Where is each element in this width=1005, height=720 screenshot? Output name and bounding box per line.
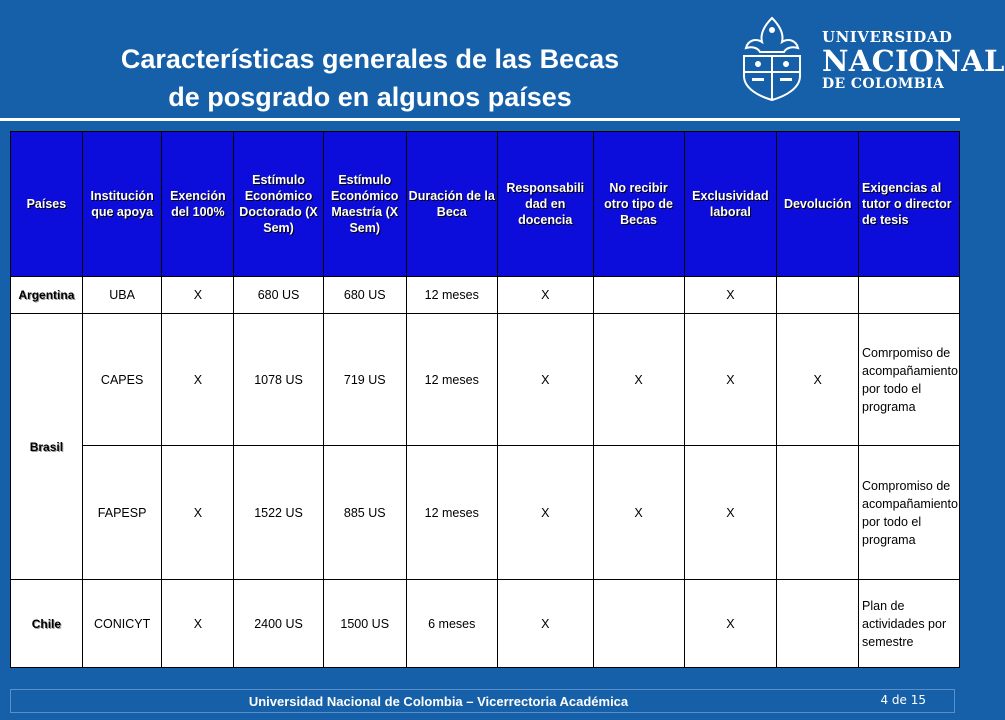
title-divider <box>0 118 960 121</box>
header-cell: Duración de la Beca <box>406 132 497 277</box>
table-cell: X <box>497 580 593 668</box>
table-cell: X <box>593 446 684 580</box>
university-seal-icon <box>732 12 812 104</box>
table-cell <box>777 446 859 580</box>
header-cell: Exención del 100% <box>162 132 234 277</box>
table-cell: X <box>162 580 234 668</box>
slide-title <box>40 40 700 116</box>
table-cell: 680 US <box>234 277 324 314</box>
table-cell: 885 US <box>323 446 406 580</box>
table-cell <box>593 277 684 314</box>
table-cell: CAPES <box>82 314 162 446</box>
header-cell: Responsabili dad en docencia <box>497 132 593 277</box>
footer-bar <box>10 689 955 713</box>
scholarship-table <box>10 131 960 668</box>
table-cell: CONICYT <box>82 580 162 668</box>
logo-wordmark <box>822 28 1005 92</box>
table-cell: X <box>497 446 593 580</box>
table-cell <box>777 277 859 314</box>
table-cell: 12 meses <box>406 277 497 314</box>
table-cell: Plan de actividades por semestre <box>859 580 960 668</box>
table-cell: 680 US <box>323 277 406 314</box>
table-cell: UBA <box>82 277 162 314</box>
table-cell: X <box>497 277 593 314</box>
logo-line-1: UNIVERSIDAD <box>822 28 953 46</box>
country-cell: Brasil <box>11 314 83 580</box>
table-cell: Compromiso de acompañamiento por todo el programa <box>859 446 960 580</box>
table-cell: 719 US <box>323 314 406 446</box>
logo-line-2: NACIONAL <box>822 44 1005 78</box>
table-cell: X <box>684 580 777 668</box>
page-number: 4 de 15 <box>880 693 926 707</box>
table-cell <box>593 580 684 668</box>
table-cell: 1522 US <box>234 446 324 580</box>
table-cell: 12 meses <box>406 446 497 580</box>
table-cell: X <box>162 314 234 446</box>
table-cell: 2400 US <box>234 580 324 668</box>
table-cell: Comrpomiso de acompañamiento por todo el programa <box>859 314 960 446</box>
table-cell: X <box>593 314 684 446</box>
table-cell: 6 meses <box>406 580 497 668</box>
header-cell: Institución que apoya <box>82 132 162 277</box>
logo-line-3: DE COLOMBIA <box>822 76 945 92</box>
table-header-row <box>11 132 960 277</box>
header-cell: Estímulo Económico Doctorado (X Sem) <box>234 132 324 277</box>
university-logo <box>730 10 1005 105</box>
table-cell: X <box>684 277 777 314</box>
table-cell: 12 meses <box>406 314 497 446</box>
table-cell: X <box>162 446 234 580</box>
table-row <box>11 277 960 314</box>
header-cell: Estímulo Económico Maestría (X Sem) <box>323 132 406 277</box>
slide-title-line-2: de posgrado en algunos países <box>168 82 572 112</box>
header-cell: Países <box>11 132 83 277</box>
table-row <box>11 314 960 446</box>
table-cell: X <box>684 314 777 446</box>
table-cell <box>777 580 859 668</box>
header-cell: Exclusividad laboral <box>684 132 777 277</box>
table-cell: 1500 US <box>323 580 406 668</box>
table-cell: X <box>162 277 234 314</box>
table-row <box>11 580 960 668</box>
table-cell: X <box>497 314 593 446</box>
table-row <box>11 446 960 580</box>
country-cell: Argentina <box>11 277 83 314</box>
table-cell: X <box>684 446 777 580</box>
country-cell: Chile <box>11 580 83 668</box>
header-cell: No recibir otro tipo de Becas <box>593 132 684 277</box>
header-cell: Devolución <box>777 132 859 277</box>
table-cell: X <box>777 314 859 446</box>
table-cell <box>859 277 960 314</box>
footer-text: Universidad Nacional de Colombia – Vicerrectoria Académica <box>248 694 629 709</box>
table-cell: FAPESP <box>82 446 162 580</box>
table-cell: 1078 US <box>234 314 324 446</box>
slide-title-line-1: Características generales de las Becas <box>120 44 620 74</box>
header-cell: Exigencias al tutor o director de tesis <box>859 132 960 277</box>
